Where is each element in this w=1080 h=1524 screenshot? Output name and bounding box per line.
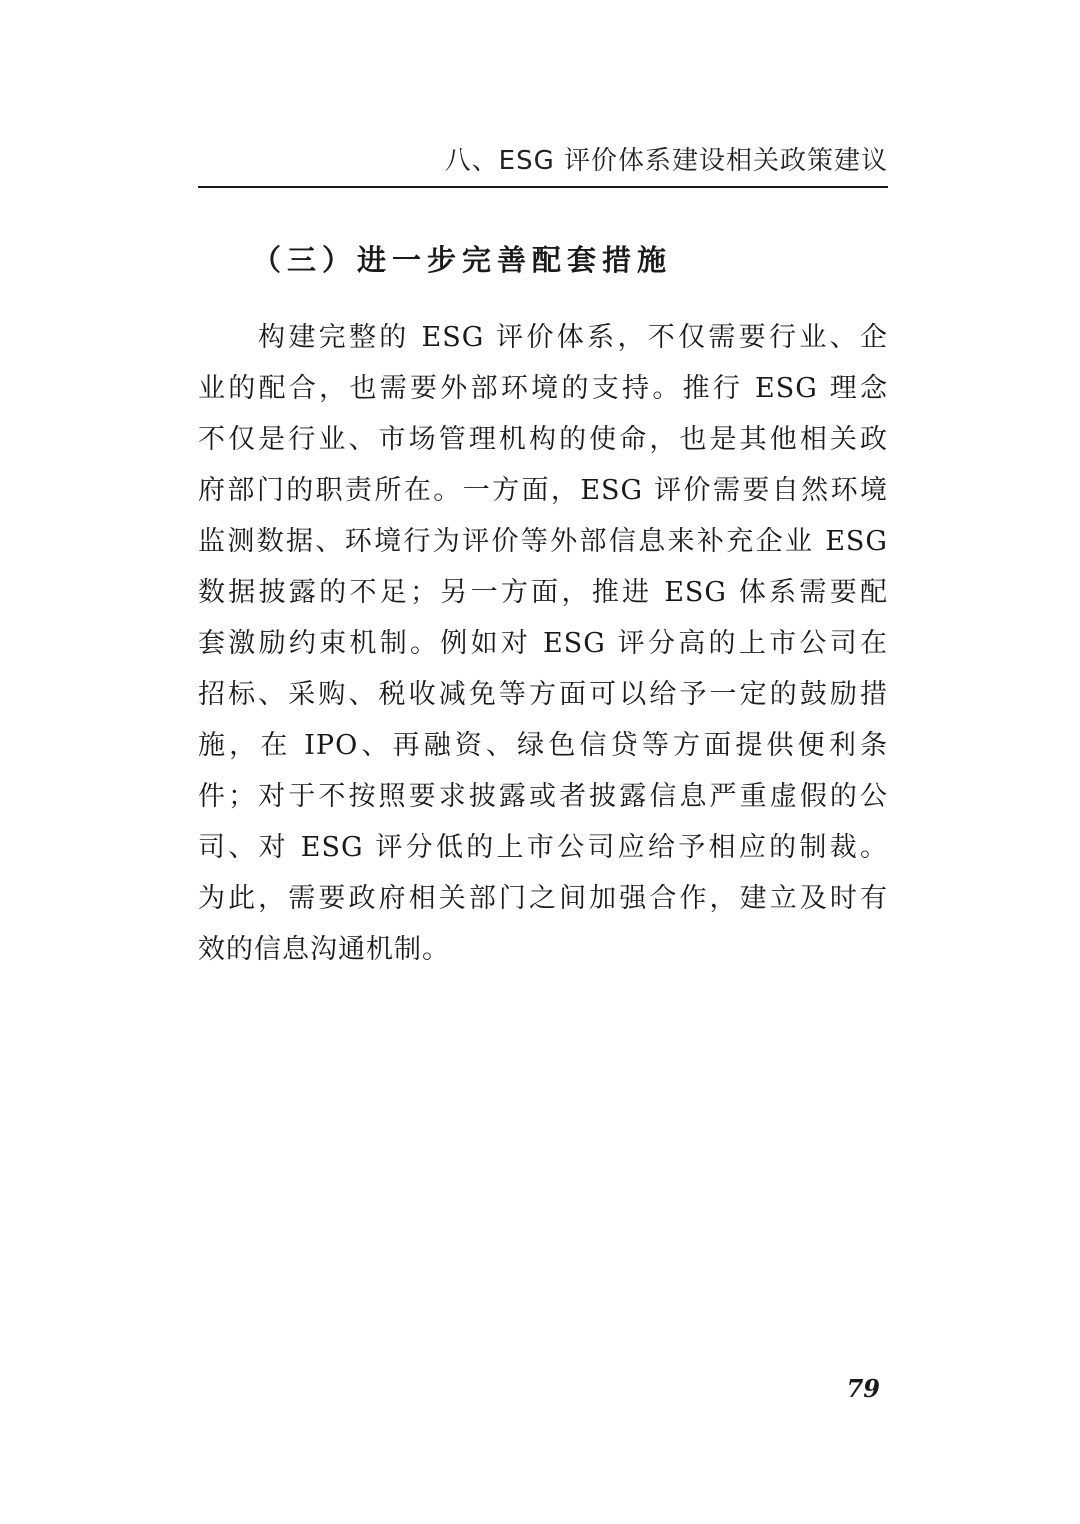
body-paragraph [198, 312, 888, 975]
paragraph-line: 构建完整的 ESG 评价体系，不仅需要行业、企 [258, 322, 888, 353]
section-heading: （三）进一步完善配套措施 [252, 243, 673, 277]
paragraph-line: 数据披露的不足；另一方面，推进 ESG 体系需要配 [198, 577, 888, 608]
running-header: 八、ESG 评价体系建设相关政策建议 [444, 146, 888, 176]
paragraph-line: 施，在 IPO、再融资、绿色信贷等方面提供便利条 [198, 730, 888, 761]
paragraph-line: 府部门的职责所在。一方面，ESG 评价需要自然环境 [198, 475, 888, 506]
paragraph-line: 监测数据、环境行为评价等外部信息来补充企业 ESG [198, 526, 888, 557]
paragraph-line: 效的信息沟通机制。 [198, 934, 450, 965]
paragraph-line: 不仅是行业、市场管理机构的使命，也是其他相关政 [198, 424, 888, 455]
header-rule [198, 186, 888, 188]
paragraph-line: 套激励约束机制。例如对 ESG 评分高的上市公司在 [198, 628, 888, 659]
paragraph-line: 为此，需要政府相关部门之间加强合作，建立及时有 [198, 883, 888, 914]
page-number: 79 [846, 1374, 880, 1403]
paragraph-line: 件；对于不按照要求披露或者披露信息严重虚假的公 [198, 781, 888, 812]
paragraph-line: 司、对 ESG 评分低的上市公司应给予相应的制裁。 [198, 832, 888, 863]
paragraph-line: 业的配合，也需要外部环境的支持。推行 ESG 理念 [198, 373, 888, 404]
paragraph-line: 招标、采购、税收减免等方面可以给予一定的鼓励措 [198, 679, 888, 710]
